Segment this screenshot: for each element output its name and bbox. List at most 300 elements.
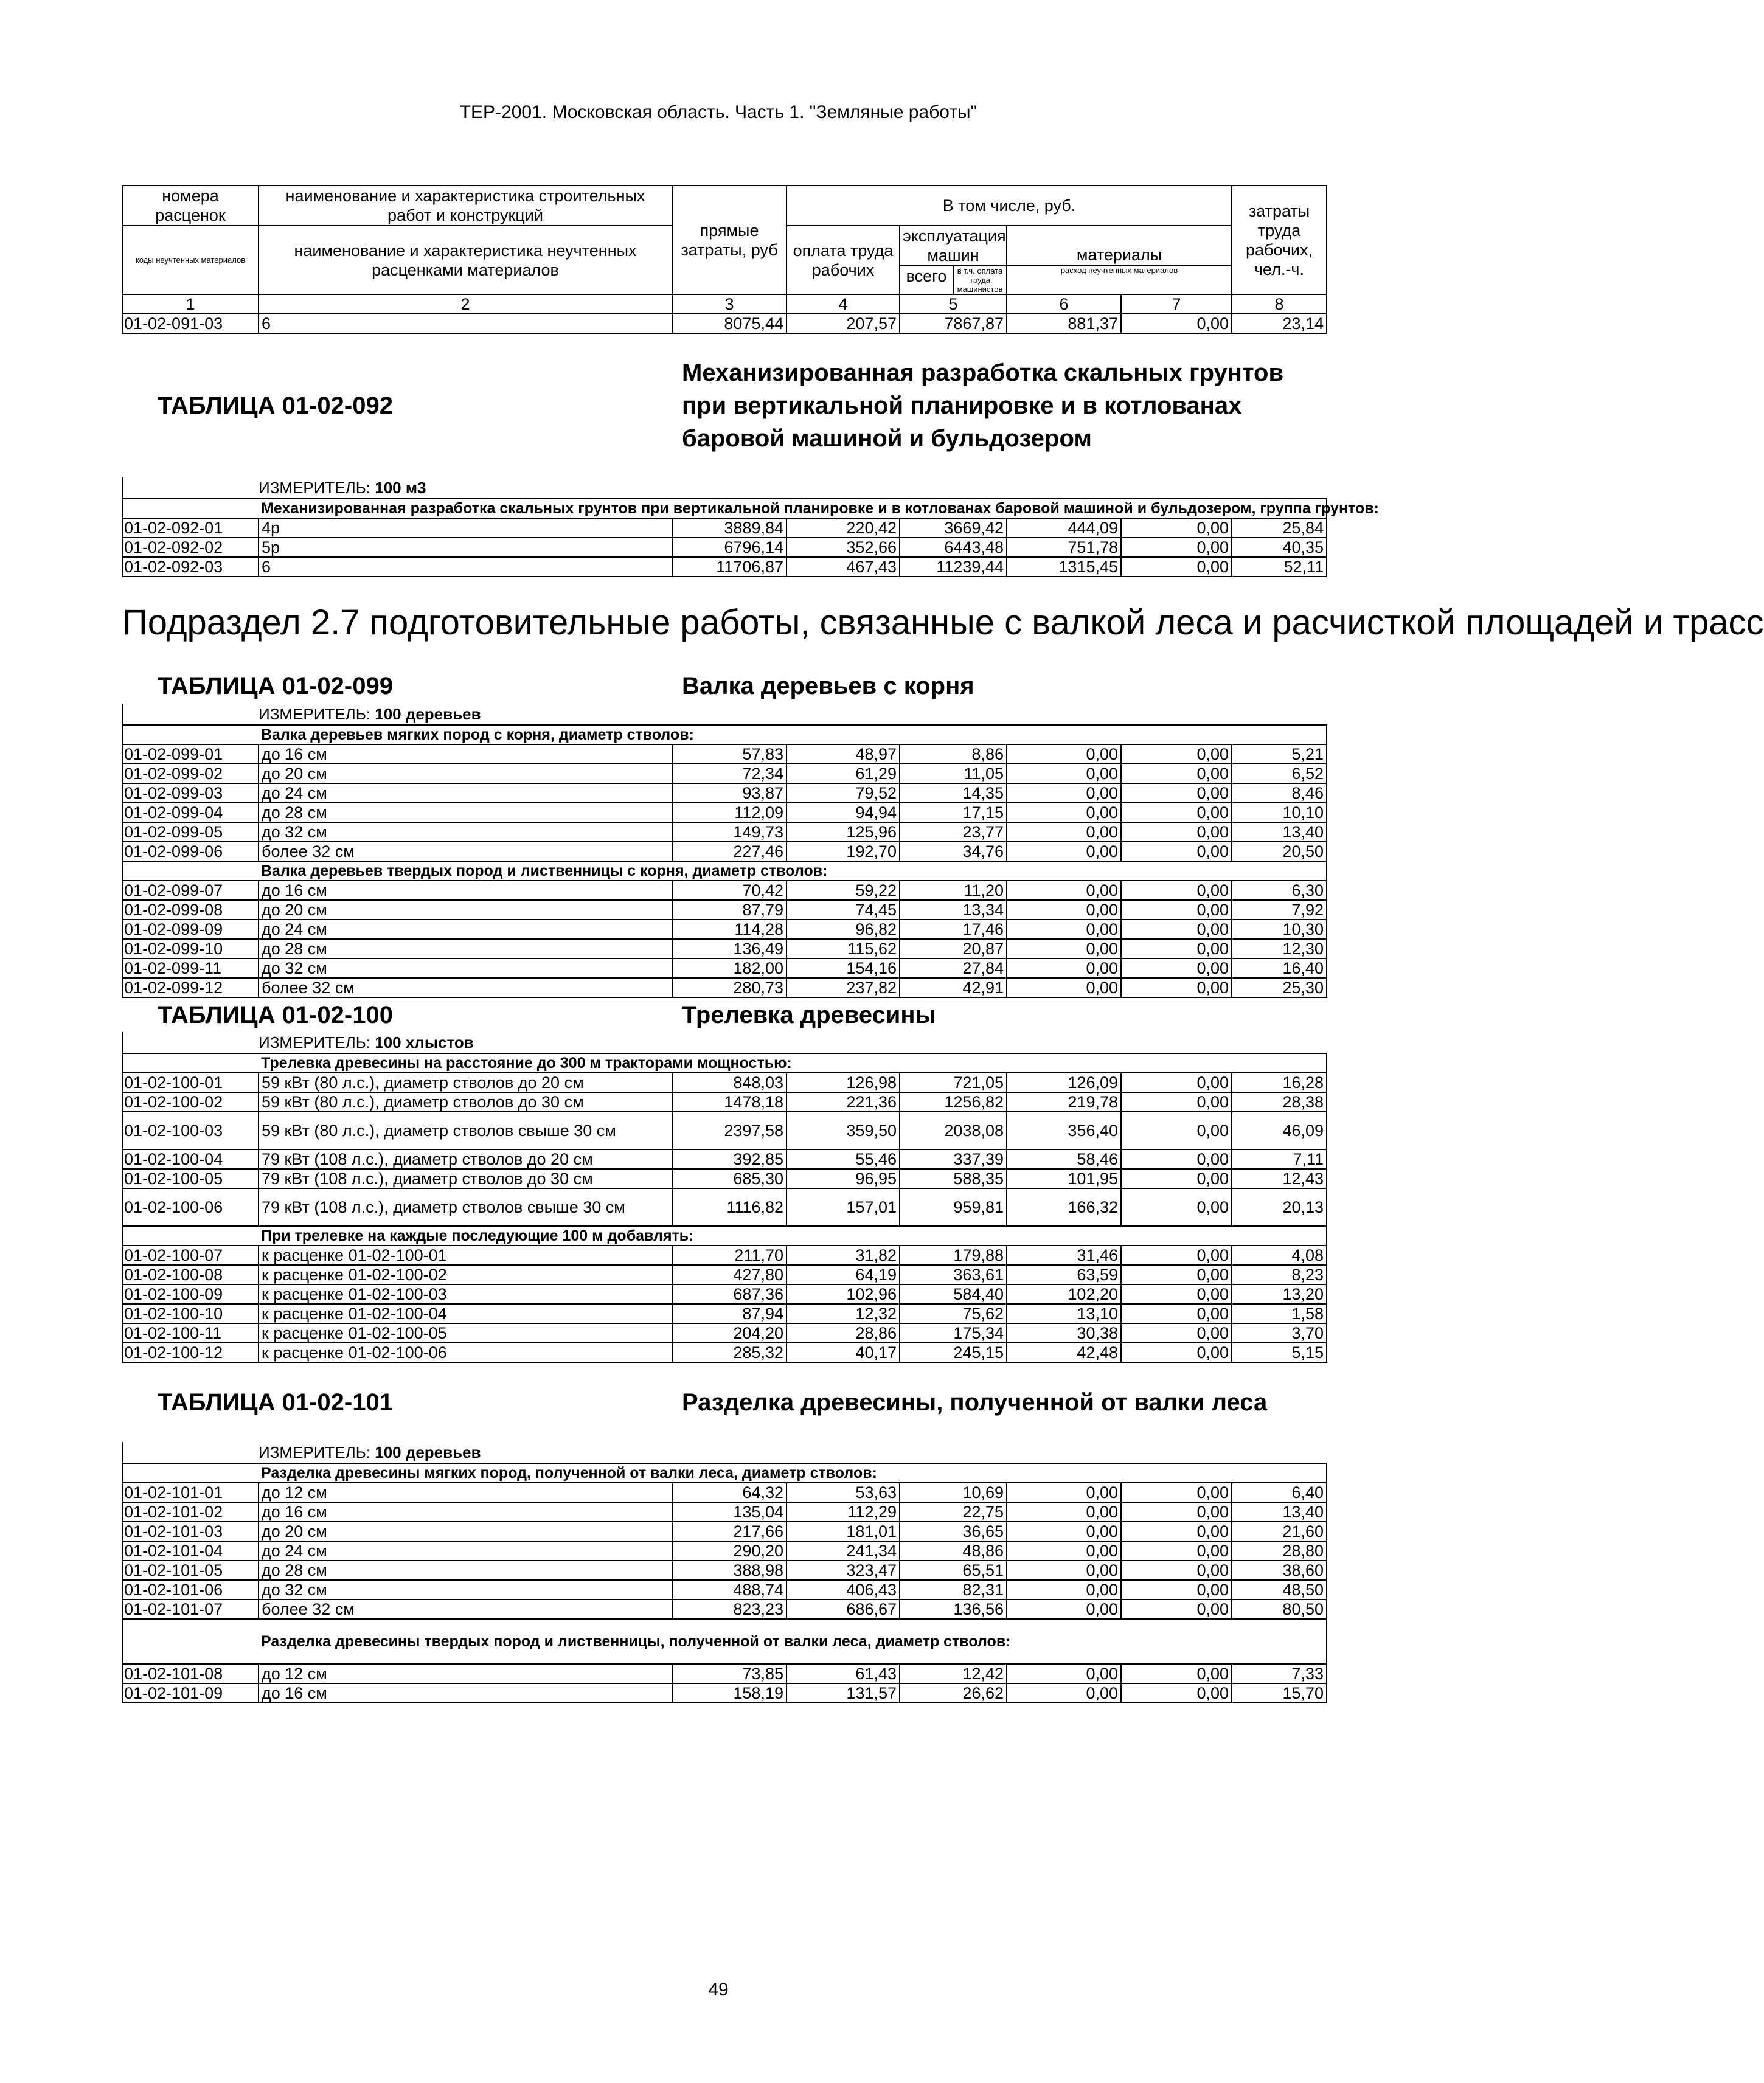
rate-name: до 32 см — [259, 822, 672, 842]
measure-unit — [259, 1442, 1327, 1463]
worker-wages: 61,29 — [787, 764, 900, 783]
worker-wages: 192,70 — [787, 842, 900, 861]
operator-wages: 0,00 — [1007, 842, 1121, 861]
header-col-material-names: наименование и характеристика неучтенных расценками материалов — [259, 226, 672, 294]
table-title-row — [122, 333, 1327, 477]
header-number-3: 3 — [672, 294, 787, 314]
direct-cost: 2397,58 — [672, 1112, 787, 1149]
machine-cost: 14,35 — [900, 783, 1007, 803]
direct-cost: 6796,14 — [672, 538, 787, 557]
rate-name: до 12 см — [259, 1483, 672, 1502]
group-row — [122, 499, 1327, 518]
rate-code: 01-02-100-06 — [122, 1188, 259, 1226]
machine-cost: 27,84 — [900, 958, 1007, 978]
table-row — [122, 1149, 1327, 1169]
material-cost: 0,00 — [1121, 939, 1232, 958]
machine-cost: 20,87 — [900, 939, 1007, 958]
operator-wages: 0,00 — [1007, 1483, 1121, 1502]
table-row — [122, 939, 1327, 958]
material-cost: 0,00 — [1121, 1323, 1232, 1343]
operator-wages: 0,00 — [1007, 900, 1121, 920]
labor-hours: 3,70 — [1232, 1323, 1327, 1343]
header-col-codes: номера расценок — [122, 185, 259, 226]
rate-name: до 24 см — [259, 920, 672, 939]
machine-cost: 3669,42 — [900, 518, 1007, 538]
rate-name: 79 кВт (108 л.с.), диаметр стволов свыше 30 см — [259, 1188, 672, 1226]
rate-code: 01-02-099-06 — [122, 842, 259, 861]
rate-name: до 32 см — [259, 958, 672, 978]
table-caption: Трелевка древесины — [682, 1002, 936, 1028]
material-cost: 0,00 — [1121, 822, 1232, 842]
operator-wages: 0,00 — [1007, 1502, 1121, 1522]
labor-hours: 28,38 — [1232, 1092, 1327, 1112]
header-number-6: 6 — [1007, 294, 1121, 314]
header-row-1 — [122, 185, 1327, 226]
worker-wages: 359,50 — [787, 1112, 900, 1149]
material-cost: 0,00 — [1121, 958, 1232, 978]
worker-wages: 131,57 — [787, 1683, 900, 1703]
machine-cost: 959,81 — [900, 1188, 1007, 1226]
rate-name: до 24 см — [259, 783, 672, 803]
group-title: Валка деревьев мягких пород с корня, диаметр стволов: — [259, 725, 1327, 744]
machine-cost: 17,15 — [900, 803, 1007, 822]
rate-code: 01-02-100-12 — [122, 1343, 259, 1362]
labor-hours: 5,15 — [1232, 1343, 1327, 1362]
rate-name: до 24 см — [259, 1541, 672, 1561]
operator-wages: 102,20 — [1007, 1284, 1121, 1304]
operator-wages: 0,00 — [1007, 764, 1121, 783]
rate-code: 01-02-100-10 — [122, 1304, 259, 1323]
measure-row — [122, 1032, 1327, 1053]
material-cost: 0,00 — [1121, 518, 1232, 538]
machine-cost: 175,34 — [900, 1323, 1007, 1343]
measure-gap — [122, 1442, 259, 1463]
material-cost: 0,00 — [1121, 1149, 1232, 1169]
machine-cost: 34,76 — [900, 842, 1007, 861]
rate-code: 01-02-101-03 — [122, 1522, 259, 1541]
direct-cost: 87,94 — [672, 1304, 787, 1323]
table-row — [122, 881, 1327, 900]
worker-wages: 112,29 — [787, 1502, 900, 1522]
labor-hours: 1,58 — [1232, 1304, 1327, 1323]
worker-wages: 12,32 — [787, 1304, 900, 1323]
labor-hours: 13,20 — [1232, 1284, 1327, 1304]
group-gap — [122, 1053, 259, 1073]
worker-wages: 102,96 — [787, 1284, 900, 1304]
rate-name: до 12 см — [259, 1664, 672, 1683]
rate-name: до 20 см — [259, 900, 672, 920]
group-gap — [122, 499, 259, 518]
rate-code: 01-02-101-09 — [122, 1683, 259, 1703]
header-col-machines-total: всего — [900, 266, 954, 294]
operator-wages: 0,00 — [1007, 1664, 1121, 1683]
rate-code: 01-02-101-04 — [122, 1541, 259, 1561]
worker-wages: 467,43 — [787, 557, 900, 577]
material-cost: 0,00 — [1121, 744, 1232, 764]
header-col-direct: прямые затраты, руб — [672, 185, 787, 294]
machine-cost: 12,42 — [900, 1664, 1007, 1683]
direct-cost: 11706,87 — [672, 557, 787, 577]
table-row — [122, 1600, 1327, 1619]
labor-hours: 25,30 — [1232, 978, 1327, 997]
rate-code: 01-02-100-01 — [122, 1073, 259, 1092]
material-cost: 0,00 — [1121, 1112, 1232, 1149]
table-title-row — [122, 997, 1327, 1032]
table-row — [122, 1580, 1327, 1600]
group-row — [122, 1226, 1327, 1246]
worker-wages: 48,97 — [787, 744, 900, 764]
machine-cost: 337,39 — [900, 1149, 1007, 1169]
table-row — [122, 783, 1327, 803]
header-machines-label: эксплуатация машин — [903, 227, 1006, 265]
measure-label: ИЗМЕРИТЕЛЬ: — [259, 705, 370, 723]
group-title: Механизированная разработка скальных грунтов при вертикальной планировке и в котлованах баровой машиной и бульдозером, группа грунтов: — [259, 499, 1327, 518]
labor-hours: 21,60 — [1232, 1522, 1327, 1541]
measure-gap — [122, 704, 259, 725]
machine-cost: 17,46 — [900, 920, 1007, 939]
operator-wages: 0,00 — [1007, 958, 1121, 978]
table-title-block — [122, 1362, 1327, 1442]
group-title: Трелевка древесины на расстояние до 300 м тракторами мощностью: — [259, 1053, 1327, 1073]
rate-name: до 16 см — [259, 881, 672, 900]
group-gap — [122, 1619, 259, 1664]
operator-wages: 63,59 — [1007, 1265, 1121, 1284]
operator-wages: 881,37 — [1007, 314, 1121, 333]
rate-name: к расценке 01-02-100-06 — [259, 1343, 672, 1362]
rate-code: 01-02-101-06 — [122, 1580, 259, 1600]
rate-name: до 32 см — [259, 1580, 672, 1600]
rate-code: 01-02-100-11 — [122, 1323, 259, 1343]
operator-wages: 0,00 — [1007, 920, 1121, 939]
labor-hours: 16,28 — [1232, 1073, 1327, 1092]
direct-cost: 114,28 — [672, 920, 787, 939]
rate-name: 59 кВт (80 л.с.), диаметр стволов до 30 см — [259, 1092, 672, 1112]
labor-hours: 6,40 — [1232, 1483, 1327, 1502]
labor-hours: 20,13 — [1232, 1188, 1327, 1226]
material-cost: 0,00 — [1121, 842, 1232, 861]
operator-wages: 13,10 — [1007, 1304, 1121, 1323]
rate-code: 01-02-092-01 — [122, 518, 259, 538]
operator-wages: 0,00 — [1007, 978, 1121, 997]
rate-name: 6 — [259, 557, 672, 577]
table-number: ТАБЛИЦА 01-02-092 — [158, 392, 393, 419]
operator-wages: 58,46 — [1007, 1149, 1121, 1169]
direct-cost: 182,00 — [672, 958, 787, 978]
header-number-row — [122, 294, 1327, 314]
labor-hours: 80,50 — [1232, 1600, 1327, 1619]
material-cost: 0,00 — [1121, 803, 1232, 822]
measure-gap — [122, 477, 259, 499]
table-row — [122, 1664, 1327, 1683]
worker-wages: 207,57 — [787, 314, 900, 333]
table-row — [122, 900, 1327, 920]
operator-wages: 0,00 — [1007, 803, 1121, 822]
worker-wages: 406,43 — [787, 1580, 900, 1600]
rate-code: 01-02-101-07 — [122, 1600, 259, 1619]
machine-cost: 11239,44 — [900, 557, 1007, 577]
header-col-material-codes: коды неучтенных материалов — [122, 226, 259, 294]
subsection-title: Подраздел 2.7 подготовительные работы, связанные с валкой леса и расчисткой площадей и трасс — [122, 603, 1764, 642]
material-cost: 0,00 — [1121, 900, 1232, 920]
labor-hours: 12,30 — [1232, 939, 1327, 958]
labor-hours: 23,14 — [1232, 314, 1327, 333]
measure-row — [122, 1442, 1327, 1463]
rate-name: до 20 см — [259, 1522, 672, 1541]
table-row — [122, 803, 1327, 822]
rate-code: 01-02-099-05 — [122, 822, 259, 842]
rate-code: 01-02-092-03 — [122, 557, 259, 577]
table-row — [122, 538, 1327, 557]
direct-cost: 149,73 — [672, 822, 787, 842]
machine-cost: 245,15 — [900, 1343, 1007, 1362]
rate-name: 79 кВт (108 л.с.), диаметр стволов до 30 см — [259, 1169, 672, 1188]
labor-hours: 28,80 — [1232, 1541, 1327, 1561]
operator-wages: 0,00 — [1007, 822, 1121, 842]
rate-name: до 28 см — [259, 939, 672, 958]
worker-wages: 323,47 — [787, 1561, 900, 1580]
material-cost: 0,00 — [1121, 314, 1232, 333]
machine-cost: 363,61 — [900, 1265, 1007, 1284]
rate-name: более 32 см — [259, 978, 672, 997]
material-cost: 0,00 — [1121, 1304, 1232, 1323]
table-row — [122, 1073, 1327, 1092]
direct-cost: 1478,18 — [672, 1092, 787, 1112]
table-row — [122, 1561, 1327, 1580]
direct-cost: 70,42 — [672, 881, 787, 900]
rate-code: 01-02-099-04 — [122, 803, 259, 822]
rate-name: более 32 см — [259, 1600, 672, 1619]
labor-hours: 6,52 — [1232, 764, 1327, 783]
table-row — [122, 1169, 1327, 1188]
table-title-row — [122, 1362, 1327, 1442]
operator-wages: 0,00 — [1007, 1522, 1121, 1541]
operator-wages: 0,00 — [1007, 1561, 1121, 1580]
direct-cost: 427,80 — [672, 1265, 787, 1284]
labor-hours: 8,46 — [1232, 783, 1327, 803]
table-row — [122, 518, 1327, 538]
table-row — [122, 978, 1327, 997]
labor-hours: 40,35 — [1232, 538, 1327, 557]
operator-wages: 166,32 — [1007, 1188, 1121, 1226]
direct-cost: 392,85 — [672, 1149, 787, 1169]
direct-cost: 285,32 — [672, 1343, 787, 1362]
rate-name: 4р — [259, 518, 672, 538]
material-cost: 0,00 — [1121, 1343, 1232, 1362]
table-number: ТАБЛИЦА 01-02-101 — [158, 1389, 393, 1416]
header-materials-label: материалы — [1076, 246, 1162, 264]
subsection-row — [122, 577, 1327, 668]
table-row — [122, 1541, 1327, 1561]
operator-wages: 219,78 — [1007, 1092, 1121, 1112]
table-row — [122, 744, 1327, 764]
header-number-5: 5 — [900, 294, 1007, 314]
machine-cost: 23,77 — [900, 822, 1007, 842]
operator-wages: 0,00 — [1007, 1580, 1121, 1600]
table-row — [122, 1343, 1327, 1362]
material-cost: 0,00 — [1121, 1600, 1232, 1619]
direct-cost: 135,04 — [672, 1502, 787, 1522]
header-col-operator-wages: в т.ч. оплата труда машинистов — [957, 266, 1003, 294]
measure-label: ИЗМЕРИТЕЛЬ: — [259, 1443, 370, 1461]
labor-hours: 7,92 — [1232, 900, 1327, 920]
rate-name: до 16 см — [259, 744, 672, 764]
direct-cost: 685,30 — [672, 1169, 787, 1188]
table-row — [122, 1092, 1327, 1112]
worker-wages: 154,16 — [787, 958, 900, 978]
rate-name: к расценке 01-02-100-03 — [259, 1284, 672, 1304]
material-cost: 0,00 — [1121, 1502, 1232, 1522]
direct-cost: 136,49 — [672, 939, 787, 958]
worker-wages: 352,66 — [787, 538, 900, 557]
rate-name: к расценке 01-02-100-04 — [259, 1304, 672, 1323]
worker-wages: 61,43 — [787, 1664, 900, 1683]
table-number: ТАБЛИЦА 01-02-100 — [158, 1002, 393, 1028]
operator-wages: 0,00 — [1007, 744, 1121, 764]
direct-cost: 87,79 — [672, 900, 787, 920]
table-row — [122, 1483, 1327, 1502]
rate-code: 01-02-100-05 — [122, 1169, 259, 1188]
labor-hours: 25,84 — [1232, 518, 1327, 538]
material-cost: 0,00 — [1121, 1169, 1232, 1188]
worker-wages: 79,52 — [787, 783, 900, 803]
worker-wages: 55,46 — [787, 1149, 900, 1169]
rates-sheet — [122, 185, 1764, 1703]
rate-code: 01-02-100-09 — [122, 1284, 259, 1304]
table-row — [122, 1304, 1327, 1323]
group-title: Разделка древесины мягких пород, полученной от валки леса, диаметр стволов: — [259, 1463, 1327, 1483]
rate-code: 01-02-100-03 — [122, 1112, 259, 1149]
rate-code: 01-02-100-04 — [122, 1149, 259, 1169]
worker-wages: 64,19 — [787, 1265, 900, 1284]
rate-code: 01-02-100-02 — [122, 1092, 259, 1112]
rate-name: 59 кВт (80 л.с.), диаметр стволов свыше 30 см — [259, 1112, 672, 1149]
material-cost: 0,00 — [1121, 557, 1232, 577]
header-col-machines — [900, 226, 1007, 294]
table-row — [122, 958, 1327, 978]
measure-label: ИЗМЕРИТЕЛЬ: — [259, 1033, 370, 1052]
labor-hours: 7,11 — [1232, 1149, 1327, 1169]
material-cost: 0,00 — [1121, 1073, 1232, 1092]
worker-wages: 94,94 — [787, 803, 900, 822]
direct-cost: 64,32 — [672, 1483, 787, 1502]
table-row — [122, 920, 1327, 939]
rate-code: 01-02-092-02 — [122, 538, 259, 557]
rate-name: 59 кВт (80 л.с.), диаметр стволов до 20 см — [259, 1073, 672, 1092]
operator-wages: 0,00 — [1007, 1600, 1121, 1619]
rate-code: 01-02-099-09 — [122, 920, 259, 939]
direct-cost: 3889,84 — [672, 518, 787, 538]
material-cost: 0,00 — [1121, 1483, 1232, 1502]
measure-value: 100 деревьев — [375, 1443, 481, 1461]
machine-cost: 588,35 — [900, 1169, 1007, 1188]
material-cost: 0,00 — [1121, 1092, 1232, 1112]
measure-value: 100 деревьев — [375, 705, 481, 723]
rate-name: к расценке 01-02-100-01 — [259, 1246, 672, 1265]
labor-hours: 10,10 — [1232, 803, 1327, 822]
rate-code: 01-02-099-03 — [122, 783, 259, 803]
material-cost: 0,00 — [1121, 1522, 1232, 1541]
rate-code: 01-02-099-12 — [122, 978, 259, 997]
labor-hours: 38,60 — [1232, 1561, 1327, 1580]
operator-wages: 42,48 — [1007, 1343, 1121, 1362]
direct-cost: 211,70 — [672, 1246, 787, 1265]
direct-cost: 57,83 — [672, 744, 787, 764]
machine-cost: 48,86 — [900, 1541, 1007, 1561]
rate-name: 79 кВт (108 л.с.), диаметр стволов до 20 см — [259, 1149, 672, 1169]
table-title-block — [122, 997, 1327, 1032]
rate-name: до 16 см — [259, 1502, 672, 1522]
operator-wages: 31,46 — [1007, 1246, 1121, 1265]
rate-name: к расценке 01-02-100-02 — [259, 1265, 672, 1284]
worker-wages: 115,62 — [787, 939, 900, 958]
machine-cost: 75,62 — [900, 1304, 1007, 1323]
direct-cost: 72,34 — [672, 764, 787, 783]
labor-hours: 16,40 — [1232, 958, 1327, 978]
page-number: 49 — [708, 1980, 729, 2000]
table-row — [122, 1502, 1327, 1522]
table-row — [122, 822, 1327, 842]
table-row — [122, 1188, 1327, 1226]
table-caption: Разделка древесины, полученной от валки леса — [682, 1389, 1268, 1416]
material-cost: 0,00 — [1121, 1683, 1232, 1703]
direct-cost: 1116,82 — [672, 1188, 787, 1226]
rate-code: 01-02-099-10 — [122, 939, 259, 958]
labor-hours: 15,70 — [1232, 1683, 1327, 1703]
measure-unit — [259, 477, 1327, 499]
labor-hours: 5,21 — [1232, 744, 1327, 764]
labor-hours: 13,40 — [1232, 1502, 1327, 1522]
table-row — [122, 842, 1327, 861]
header-col-wages: оплата труда рабочих — [787, 226, 900, 294]
header-number-4: 4 — [787, 294, 900, 314]
direct-cost: 227,46 — [672, 842, 787, 861]
group-row — [122, 1053, 1327, 1073]
measure-value: 100 м3 — [375, 479, 426, 497]
material-cost: 0,00 — [1121, 1188, 1232, 1226]
worker-wages: 220,42 — [787, 518, 900, 538]
header-col-names: наименование и характеристика строительных работ и конструкций — [259, 185, 672, 226]
table-caption: Механизированная разработка скальных грунтов при вертикальной планировке и в котлованах баровой машиной и бульдозером — [682, 359, 1284, 452]
labor-hours: 46,09 — [1232, 1112, 1327, 1149]
operator-wages: 101,95 — [1007, 1169, 1121, 1188]
table-row — [122, 1284, 1327, 1304]
direct-cost: 73,85 — [672, 1664, 787, 1683]
material-cost: 0,00 — [1121, 1664, 1232, 1683]
header-number-7: 7 — [1121, 294, 1232, 314]
table-caption: Валка деревьев с корня — [682, 673, 974, 699]
machine-cost: 1256,82 — [900, 1092, 1007, 1112]
worker-wages: 157,01 — [787, 1188, 900, 1226]
worker-wages: 74,45 — [787, 900, 900, 920]
direct-cost: 290,20 — [672, 1541, 787, 1561]
rate-name: до 16 см — [259, 1683, 672, 1703]
direct-cost: 488,74 — [672, 1580, 787, 1600]
table-title-block — [122, 668, 1327, 704]
direct-cost: 93,87 — [672, 783, 787, 803]
group-gap — [122, 725, 259, 744]
rate-code: 01-02-099-07 — [122, 881, 259, 900]
rate-code: 01-02-101-01 — [122, 1483, 259, 1502]
operator-wages: 0,00 — [1007, 881, 1121, 900]
worker-wages: 241,34 — [787, 1541, 900, 1561]
machine-cost: 2038,08 — [900, 1112, 1007, 1149]
material-cost: 0,00 — [1121, 1541, 1232, 1561]
header-number-1: 1 — [122, 294, 259, 314]
labor-hours: 8,23 — [1232, 1265, 1327, 1284]
rate-name: к расценке 01-02-100-05 — [259, 1323, 672, 1343]
labor-hours: 6,30 — [1232, 881, 1327, 900]
machine-cost: 6443,48 — [900, 538, 1007, 557]
